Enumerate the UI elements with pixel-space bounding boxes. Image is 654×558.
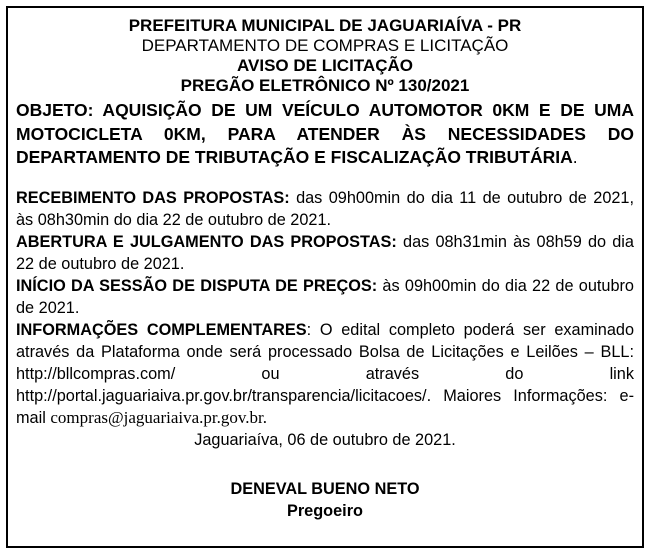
informacoes-paragraph	[16, 319, 634, 429]
inicio-label: INÍCIO DA SESSÃO DE DISPUTA DE PREÇOS:	[16, 277, 378, 295]
signature-block	[16, 478, 634, 522]
inicio-paragraph	[16, 275, 634, 319]
contact-email: compras@jaguariaiva.pr.gov.br.	[50, 408, 267, 427]
dateline: Jaguariaíva, 06 de outubro de 2021.	[194, 431, 456, 449]
signatory-name: DENEVAL BUENO NETO	[230, 480, 420, 498]
informacoes-text: : O edital completo poderá ser examinado através da Plataforma onde será processado Bolsa de Licitações e Leilões – BLL: http://bllcompras.com/ ou através do link http://portal.jaguariaiva.pr.gov.br/transparencia/licitacoes/. Maiores Informações: e-mail	[16, 321, 634, 427]
objeto-paragraph	[16, 99, 634, 170]
informacoes-label: INFORMAÇÕES COMPLEMENTARES	[16, 321, 307, 339]
abertura-text: das 08h31min às 08h59 do dia 22 de outubro de 2021.	[16, 233, 634, 273]
signatory-role: Pregoeiro	[286, 502, 363, 520]
notice-box	[6, 6, 644, 548]
objeto-end: .	[572, 147, 578, 167]
objeto-text: OBJETO: AQUISIÇÃO DE UM VEÍCULO AUTOMOTOR 0KM E DE UMA MOTOCICLETA 0KM, PARA ATENDER ÀS NECESSIDADES DO DEPARTAMENTO DE TRIBUTAÇÃO E FISCALIZAÇÃO TRIBUTÁRIA	[16, 100, 634, 167]
recebimento-label: RECEBIMENTO DAS PROPOSTAS:	[16, 189, 290, 207]
header-pregao-number: PREGÃO ELETRÔNICO Nº 130/2021	[180, 76, 470, 95]
header-department: DEPARTAMENTO DE COMPRAS E LICITAÇÃO	[141, 36, 509, 55]
recebimento-paragraph	[16, 187, 634, 231]
recebimento-text: das 09h00min do dia 11 de outubro de 2021, às 08h30min do dia 22 de outubro de 2021.	[16, 189, 635, 229]
header-notice-title: AVISO DE LICITAÇÃO	[237, 56, 413, 75]
abertura-label: ABERTURA E JULGAMENTO DAS PROPOSTAS:	[16, 233, 397, 251]
header-municipality: PREFEITURA MUNICIPAL DE JAGUARIAÍVA - PR	[128, 16, 522, 35]
inicio-text: às 09h00min do dia 22 de outubro de 2021.	[16, 277, 634, 317]
abertura-paragraph	[16, 231, 634, 275]
body-section	[16, 187, 634, 429]
